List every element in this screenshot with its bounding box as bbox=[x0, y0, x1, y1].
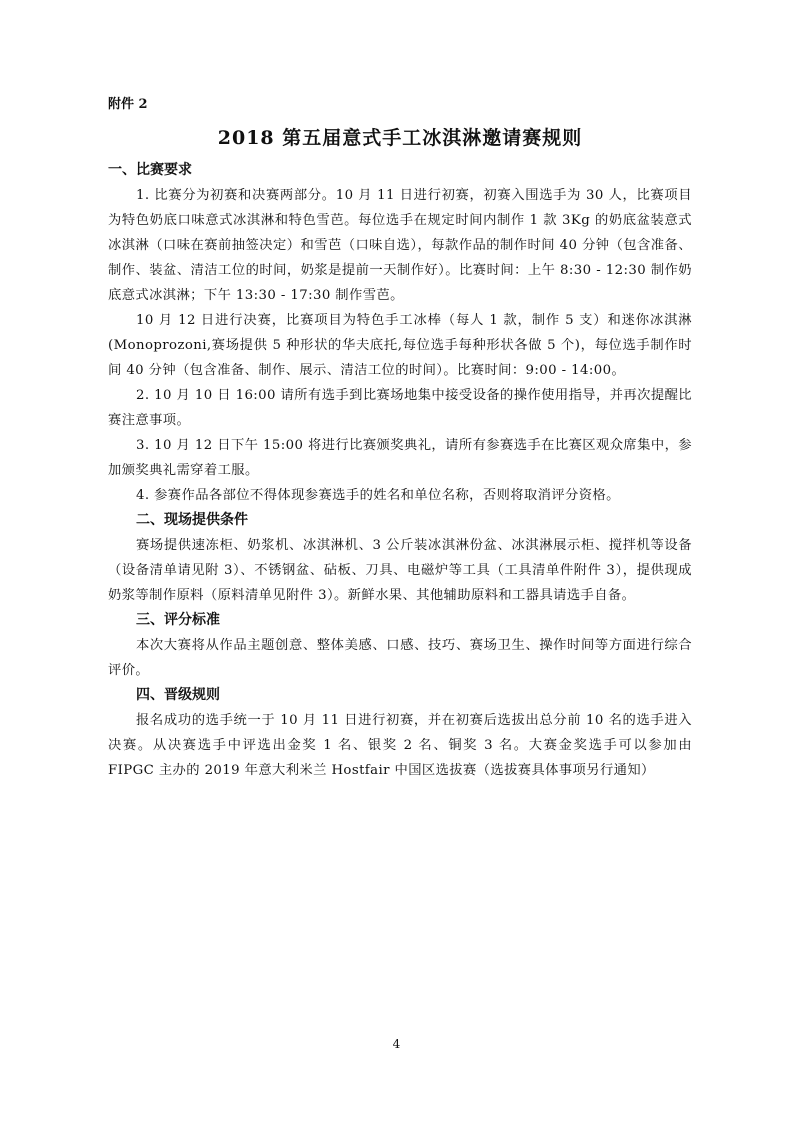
section-heading-onsite-conditions: 二、现场提供条件 bbox=[136, 512, 248, 528]
page-number: 4 bbox=[392, 1037, 401, 1051]
paragraph: 3. 10 月 12 日下午 15:00 将进行比赛颁奖典礼，请所有参赛选手在比赛区观众席集中，参加颁奖典礼需穿着工服。 bbox=[108, 438, 692, 478]
paragraph: 本次大赛将从作品主题创意、整体美感、口感、技巧、赛场卫生、操作时间等方面进行综合评价。 bbox=[108, 638, 692, 678]
paragraph: 1. 比赛分为初赛和决赛两部分。10 月 11 日进行初赛，初赛入围选手为 30 人，比赛项目为特色奶底口味意式冰淇淋和特色雪芭。每位选手在规定时间内制作 1 款 3Kg 的奶底盆装意式冰淇淋（口味在赛前抽签决定）和雪芭（口味自选），每款作品的制作时间 40 分钟（包含准备、制作、装盆、清洁工位的时间，奶浆是提前一天制作好）。比赛时间：上午 8:30 - 12:30 制作奶底意式冰淇淋；下午 13:30 - 17:30 制作雪芭。 bbox=[108, 188, 692, 303]
document-page bbox=[108, 94, 692, 783]
document-title: 2018 第五届意式手工冰淇淋邀请赛规则 bbox=[217, 127, 583, 149]
section-heading-advancement: 四、晋级规则 bbox=[136, 687, 220, 703]
paragraph: 4. 参赛作品各部位不得体现参赛选手的姓名和单位名称，否则将取消评分资格。 bbox=[136, 488, 620, 503]
paragraph: 2. 10 月 10 日 16:00 请所有选手到比赛场地集中接受设备的操作使用指导，并再次提醒比赛注意事项。 bbox=[108, 388, 692, 428]
paragraph: 10 月 12 日进行决赛，比赛项目为特色手工冰棒（每人 1 款，制作 5 支）和迷你冰淇淋(Monoprozoni,赛场提供 5 种形状的华夫底托,每位选手每种形状各做 5 个)，每位选手制作时间 40 分钟（包含准备、制作、展示、清洁工位的时间）。比赛时间：9:00 - 14:00。 bbox=[108, 313, 692, 378]
section-heading-requirements: 一、比赛要求 bbox=[108, 162, 192, 178]
section-heading-scoring: 三、评分标准 bbox=[136, 612, 220, 628]
paragraph: 报名成功的选手统一于 10 月 11 日进行初赛，并在初赛后选拔出总分前 10 名的选手进入决赛。从决赛选手中评选出金奖 1 名、银奖 2 名、铜奖 3 名。大赛金奖选手可以参加由 FIPGC 主办的 2019 年意大利米兰 Hostfair 中国区选拔赛（选拔赛具体事项另行通知） bbox=[108, 713, 692, 778]
attachment-label: 附件 2 bbox=[108, 97, 148, 112]
paragraph: 赛场提供速冻柜、奶浆机、冰淇淋机、3 公斤装冰淇淋份盆、冰淇淋展示柜、搅拌机等设备（设备清单请见附 3）、不锈钢盆、砧板、刀具、电磁炉等工具（工具清单件附件 3），提供现成奶浆等制作原料（原料清单见附件 3）。新鲜水果、其他辅助原料和工器具请选手自备。 bbox=[108, 538, 692, 603]
